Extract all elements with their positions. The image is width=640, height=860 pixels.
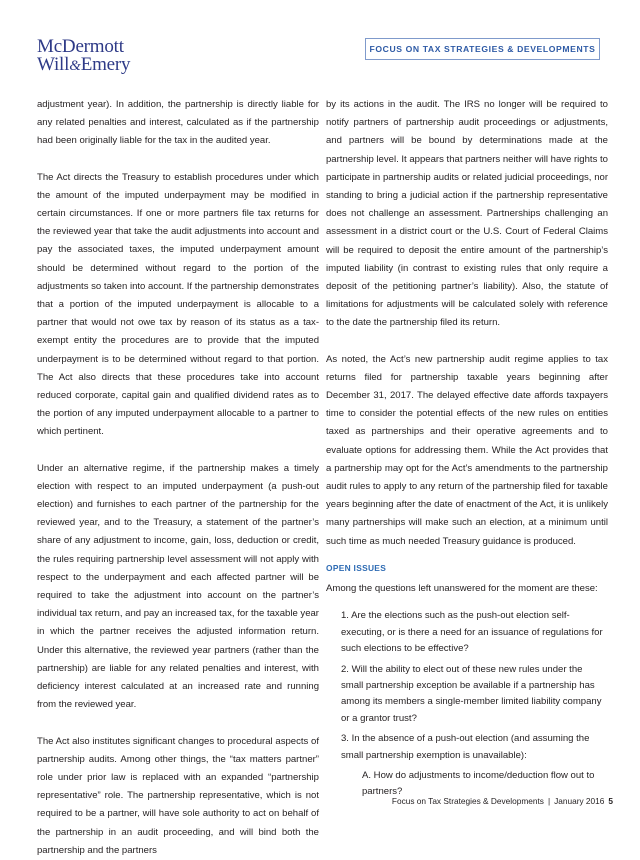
logo-ampersand: & <box>69 58 81 74</box>
question-1: 1. Are the elections such as the push-out election self-executing, or is there a need for an issuance of regulations for such elections to be effective? <box>341 610 603 655</box>
paragraph: The Act also institutes significant changes to procedural aspects of partnership audits. Among other things, the “tax matters partner” role under prior law is replaced with an expanded “partnership representative” role. The partnership representative, which is not required to be a partner, will have sole authority to act on behalf of the partnership in an audit proceeding, and will bind both the partnership and the partners <box>37 735 319 856</box>
header-banner: FOCUS ON TAX STRATEGIES & DEVELOPMENTS <box>365 38 600 60</box>
paragraph: Under an alternative regime, if the partnership makes a timely election with respect to an imputed underpayment (a push-out election) and furnishes to each partner of the partnership for the reviewed year, and to the Treasury, a statement of the partner’s share of any adjustment to income, gain, loss, deduction or credit, the rules requiring partnership level assessment will not apply with respect to the underpayment and each affected partner will be required to take the adjustment into account on the partner’s individual tax return, and pay an increased tax, for the taxable year in which the partner receives the adjusted information return. Under this alternative, the reviewed year partners (rather than the partnership) are liable for any related penalties and interest, with deficiency interest calculated at an increased rate and running from the reviewed year. <box>37 462 319 711</box>
paragraph: Among the questions left unanswered for the moment are these: <box>326 583 598 595</box>
footer-date: January 2016 <box>554 796 605 806</box>
left-column <box>37 96 319 860</box>
section-heading-open-issues: OPEN ISSUES <box>326 562 387 573</box>
right-column <box>326 96 608 805</box>
question-2: 2. Will the ability to elect out of these new rules under the small partnership exception be available if a partnership has among its members a single-member limited liability company or a grantor trust? <box>341 663 602 724</box>
footer-publication: Focus on Tax Strategies & Developments <box>391 796 544 806</box>
paragraph: As noted, the Act’s new partnership audit regime applies to tax returns filed for partnership taxable years beginning after December 31, 2017. The delayed effective date affords taxpayers time to consider the potential effects of the new rules on entities taxed as partnerships and their operative agreements and to evaluate options for addressing them. While the Act provides that a partnership may opt for the Act’s amendments to the partnership audit rules to apply to any return of the partnership filed for taxable years beginning after the date of enactment of the Act, it is unlikely many partnerships will make such an election, at a minimum until such time as much needed Treasury guidance is produced. <box>326 353 608 547</box>
footer-separator: | <box>547 796 551 806</box>
question-3: 3. In the absence of a push-out election (and assuming the small partnership exemption is unavailable): <box>341 733 590 761</box>
logo-line-2 <box>37 56 130 75</box>
page-footer <box>392 796 613 806</box>
page-number: 5 <box>608 796 613 806</box>
logo-will: Will <box>37 54 70 75</box>
paragraph: by its actions in the audit. The IRS no longer will be required to notify partners of partnership audit proceedings or adjustments, and partners will be bound by determinations made at the partnership level. It appears that partners neither will have rights to participate in partnership audits or related judicial proceedings, nor standing to bring a judicial action if the partnership representative does not challenge an assessment. Partnerships challenging an assessment in a district court or the U.S. Court of Federal Claims will be required to deposit the entire amount of the partnership’s imputed liability (in contrast to existing rules that only require a deposit of the petitioning partner’s liability). Also, the statute of limitations for adjustments will be calculated solely with reference to the date the partnership filed its return. <box>326 99 608 329</box>
paragraph: adjustment year). In addition, the partnership is directly liable for any related penalties and interest, calculated as if the partnership had been originally liable for the tax in the audited year. <box>37 99 319 147</box>
logo-line-1: McDermott <box>37 36 124 57</box>
paragraph: The Act directs the Treasury to establish procedures under which the amount of the imputed underpayment may be modified in certain circumstances. If one or more partners file tax returns for the reviewed year that take the audit adjustments into account and pay the associated taxes, the imputed underpayment amount should be determined without regard to the portion of the adjustments so taken into account. If the partnership demonstrates that a portion of the imputed underpayment is allocable to a partner that would not owe tax by reason of its status as a tax-exempt entity the procedures are to provide that the imputed underpayment is to be determined without regard to that portion. The Act also directs that these procedures take into account reduced corporate, capital gain and qualified dividend rates as to the portion of any imputed underpayment allocable to a partner to which pertinent. <box>37 171 319 438</box>
logo-emery: Emery <box>80 54 131 75</box>
question-3a: A. How do adjustments to income/deduction flow out to partners? <box>362 769 595 798</box>
company-logo <box>37 38 130 75</box>
